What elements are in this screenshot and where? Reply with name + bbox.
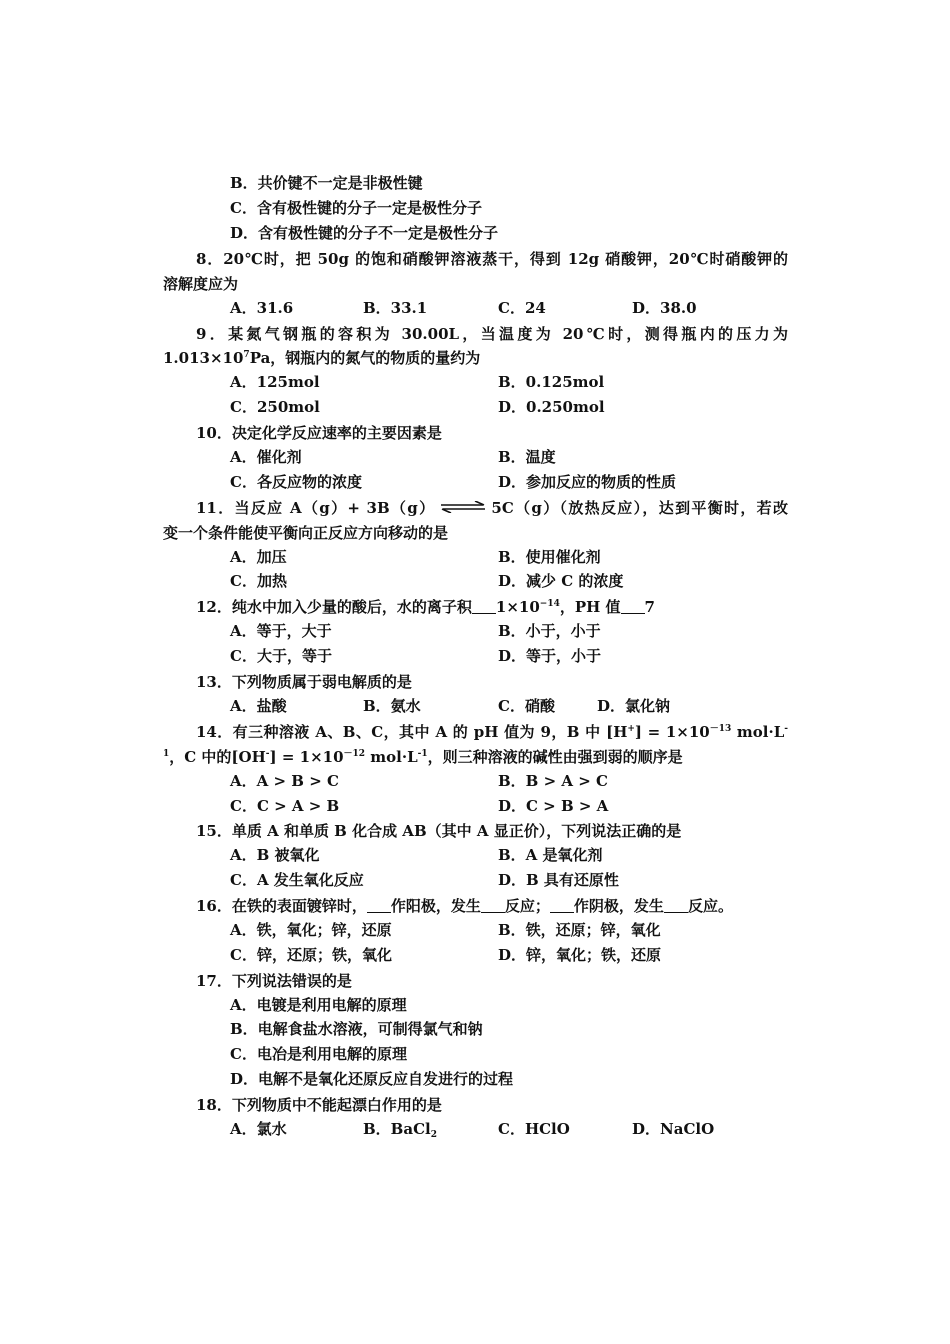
q16-stem-text-a: 16．在铁的表面镀锌时，	[196, 897, 367, 915]
q14-stem-text-e: ] = 1×10	[269, 748, 344, 766]
q8-option-a: A．31.6	[230, 299, 294, 317]
q10-option-a: A．催化剂	[230, 448, 302, 466]
answer-blank	[481, 897, 505, 913]
q14-stem-line2	[163, 745, 788, 769]
q17-option-b: B．电解食盐水溶液，可制得氯气和钠	[230, 1020, 483, 1038]
q16-option-c: C．锌，还原；铁，氧化	[230, 946, 392, 964]
q16-stem-text-c: 反应；	[504, 897, 550, 915]
q10-option-d: D．参加反应的物质的性质	[498, 473, 677, 491]
q12-stem	[163, 595, 788, 619]
q18-option-a: A．氯水	[230, 1120, 287, 1138]
q18-option-b-text: B．BaCl	[363, 1120, 431, 1138]
q8-option-b: B．33.1	[363, 299, 428, 317]
q14-sup: -	[265, 749, 270, 759]
q16-option-d: D．锌，氧化；铁，还原	[498, 946, 662, 964]
answer-blank	[621, 598, 645, 614]
q12-option-a: A．等于，大于	[230, 622, 332, 640]
q11-stem-line1	[163, 496, 788, 520]
q11-stem-text-a: 11．当反应 A（g）+ 3B（g）	[196, 499, 436, 517]
q15-stem: 15．单质 A 和单质 B 化合成 AB（其中 A 显正价），下列说法正确的是	[196, 822, 682, 840]
q14-stem-text-c: mol·L	[731, 723, 785, 741]
q12-stem-text-d: 7	[644, 598, 655, 616]
q8-option-d: D．38.0	[632, 299, 697, 317]
q14-sup: +	[627, 724, 635, 734]
equilibrium-arrow-icon	[439, 501, 487, 513]
q12-option-c: C．大于，等于	[230, 647, 332, 665]
q12-option-b: B．小于，小于	[498, 622, 601, 640]
q11-option-c: C．加热	[230, 572, 287, 590]
q13-stem: 13．下列物质属于弱电解质的是	[196, 673, 412, 691]
answer-blank	[472, 598, 496, 614]
q16-stem-text-d: 作阴极，发生	[573, 897, 664, 915]
q9-stem-line1: 9．某氮气钢瓶的容积为 30.00L，当温度为 20℃时，测得瓶内的压力为	[196, 325, 788, 343]
q17-option-d: D．电解不是氧化还原反应自发进行的过程	[230, 1070, 514, 1088]
q15-option-d: D．B 具有还原性	[498, 871, 619, 889]
q16-stem	[163, 894, 788, 918]
q14-stem-text-a: 14．有三种溶液 A、B、C，其中 A 的 pH 值为 9，B 中 [H	[196, 723, 628, 741]
q14-option-c: C．C > A > B	[230, 797, 340, 815]
q9-option-b: B．0.125mol	[498, 373, 605, 391]
q9-option-a: A．125mol	[230, 373, 320, 391]
q7-option-c: C．含有极性键的分子一定是极性分子	[230, 199, 482, 217]
q12-option-d: D．等于，小于	[498, 647, 602, 665]
q7-option-b: B．共价键不一定是非极性键	[230, 174, 423, 192]
q14-stem-text-b: ] = 1×10	[634, 723, 710, 741]
q8-stem-line2: 溶解度应为	[163, 275, 239, 293]
q9-stem-text: Pa，钢瓶内的氮气的物质的量约为	[249, 349, 481, 367]
q12-ion-product: 1×10	[495, 598, 540, 616]
q15-option-a: A．B 被氧化	[230, 846, 320, 864]
q14-sup: －12	[343, 749, 366, 759]
answer-blank	[550, 897, 574, 913]
q13-option-a: A．盐酸	[230, 697, 287, 715]
q9-exponent: 7	[243, 350, 250, 360]
q16-option-a: A．铁，氧化；锌，还原	[230, 921, 392, 939]
q18-option-c: C．HClO	[498, 1120, 570, 1138]
q10-option-c: C．各反应物的浓度	[230, 473, 362, 491]
q14-option-b: B．B > A > C	[498, 772, 608, 790]
q14-stem-text-d: ，C 中的[OH	[169, 748, 266, 766]
q14-sup: -	[784, 724, 788, 734]
q8-option-c: C．24	[498, 299, 546, 317]
q12-exponent: −14	[539, 599, 560, 609]
q11-stem-line2: 变一个条件能使平衡向正反应方向移动的是	[163, 524, 449, 542]
q18-stem: 18．下列物质中不能起漂白作用的是	[196, 1096, 442, 1114]
q11-option-b: B．使用催化剂	[498, 548, 601, 566]
q16-stem-text-e: 反应。	[687, 897, 733, 915]
q14-sup: 1	[163, 749, 170, 759]
q16-option-b: B．铁，还原；锌，氧化	[498, 921, 661, 939]
q11-option-a: A．加压	[230, 548, 287, 566]
q8-stem-line1: 8．20℃时，把 50g 的饱和硝酸钾溶液蒸干，得到 12g 硝酸钾，20℃时硝酸钾的	[196, 250, 788, 268]
q9-option-c: C．250mol	[230, 398, 320, 416]
q10-option-b: B．温度	[498, 448, 556, 466]
q17-stem: 17．下列说法错误的是	[196, 972, 352, 990]
q16-stem-text-b: 作阳极，发生	[390, 897, 481, 915]
q11-stem-text-b: 5C（g）（放热反应），达到平衡时，若改	[491, 499, 788, 517]
q10-stem: 10．决定化学反应速率的主要因素是	[196, 424, 442, 442]
q13-option-c: C．硝酸	[498, 697, 555, 715]
q14-stem-line1	[163, 720, 788, 744]
q18-option-d: D．NaClO	[632, 1120, 715, 1138]
answer-blank	[367, 897, 391, 913]
q11-option-d: D．减少 C 的浓度	[498, 572, 624, 590]
q14-stem-text-f: mol·L	[365, 748, 418, 766]
q14-option-a: A．A > B > C	[230, 772, 339, 790]
q15-option-b: B．A 是氧化剂	[498, 846, 603, 864]
q14-sup: －13	[709, 724, 732, 734]
q12-stem-text-a: 12．纯水中加入少量的酸后，水的离子积	[196, 598, 472, 616]
q15-option-c: C．A 发生氧化反应	[230, 871, 364, 889]
q9-stem-line2	[163, 346, 788, 370]
q18-option-b	[363, 1118, 437, 1139]
q17-option-a: A．电镀是利用电解的原理	[230, 996, 407, 1014]
q13-option-b: B．氨水	[363, 697, 421, 715]
q9-option-d: D．0.250mol	[498, 398, 605, 416]
q12-stem-text-c: ，PH 值	[559, 598, 621, 616]
q14-option-d: D．C > B > A	[498, 797, 609, 815]
q13-option-d: D．氯化钠	[597, 697, 671, 715]
q18-subscript: 2	[430, 1130, 437, 1140]
q14-stem-text-g: ，则三种溶液的碱性由强到弱的顺序是	[427, 748, 683, 766]
q7-option-d: D．含有极性键的分子不一定是极性分子	[230, 224, 499, 242]
q9-pressure-value: 1.013×10	[163, 349, 244, 367]
q17-option-c: C．电冶是利用电解的原理	[230, 1045, 407, 1063]
q14-sup: -1	[417, 749, 428, 759]
answer-blank	[664, 897, 688, 913]
